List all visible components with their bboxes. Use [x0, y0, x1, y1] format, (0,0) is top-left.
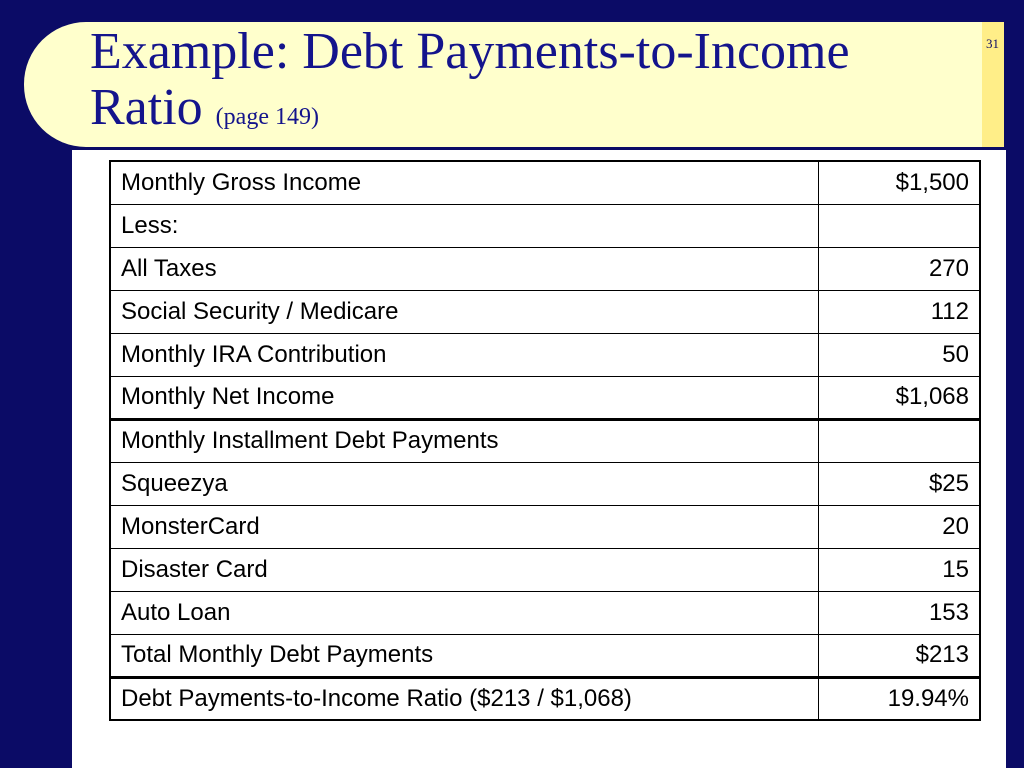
table-row — [110, 548, 980, 591]
table-row — [110, 591, 980, 634]
row-value: $25 — [818, 462, 980, 505]
row-label: Social Security / Medicare — [110, 290, 818, 333]
title-main: Example: Debt Payments-to-Income Ratio — [90, 23, 850, 136]
table-row — [110, 634, 980, 677]
row-value: $213 — [818, 634, 980, 677]
row-label: Less: — [110, 204, 818, 247]
row-value: 270 — [818, 247, 980, 290]
row-label: All Taxes — [110, 247, 818, 290]
debt-ratio-table — [109, 160, 981, 721]
row-value: 50 — [818, 333, 980, 376]
table-row — [110, 505, 980, 548]
page-title — [90, 24, 970, 145]
table-row — [110, 161, 980, 204]
table-row — [110, 204, 980, 247]
table-body — [110, 161, 980, 720]
debt-ratio-table-container — [109, 160, 981, 721]
table-row — [110, 677, 980, 720]
row-label: Debt Payments-to-Income Ratio ($213 / $1,068) — [110, 677, 818, 720]
table-row — [110, 333, 980, 376]
row-label: Disaster Card — [110, 548, 818, 591]
row-label: Squeezya — [110, 462, 818, 505]
row-label: MonsterCard — [110, 505, 818, 548]
row-value — [818, 419, 980, 462]
row-value: $1,500 — [818, 161, 980, 204]
row-label: Monthly Installment Debt Payments — [110, 419, 818, 462]
row-value — [818, 204, 980, 247]
table-row — [110, 376, 980, 419]
table-row — [110, 290, 980, 333]
row-label: Monthly IRA Contribution — [110, 333, 818, 376]
table-row — [110, 419, 980, 462]
row-value: 112 — [818, 290, 980, 333]
row-value: $1,068 — [818, 376, 980, 419]
frame-right-band — [1006, 0, 1024, 768]
table-row — [110, 462, 980, 505]
row-label: Auto Loan — [110, 591, 818, 634]
row-label: Monthly Gross Income — [110, 161, 818, 204]
table-row — [110, 247, 980, 290]
row-value: 19.94% — [818, 677, 980, 720]
row-label: Monthly Net Income — [110, 376, 818, 419]
title-page-reference: (page 149) — [215, 104, 319, 130]
row-value: 153 — [818, 591, 980, 634]
row-label: Total Monthly Debt Payments — [110, 634, 818, 677]
row-value: 20 — [818, 505, 980, 548]
slide-number: 31 — [986, 36, 999, 51]
row-value: 15 — [818, 548, 980, 591]
